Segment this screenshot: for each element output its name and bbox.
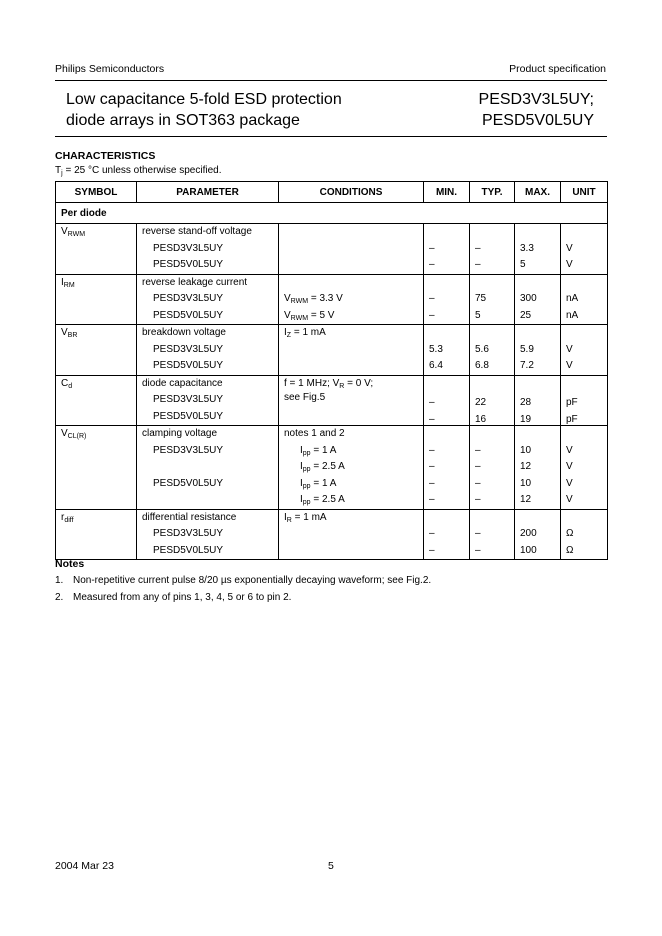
condition: $I_R = 1$ mA [284,511,327,524]
value-min: 5.3 [429,343,443,355]
param-part: PESD5V0L5UY [153,360,224,371]
value-min: – [429,494,435,505]
value-unit: V [566,444,573,456]
param-part: PESD3V3L5UY [153,528,224,539]
col-parameter: PARAMETER [137,182,279,203]
value-max: 25 [520,309,532,321]
symbol-rdiff: $r_{diff}$ [61,511,74,524]
param-part: PESD5V0L5UY [153,477,224,489]
subheading-row [56,203,608,224]
header-rule [55,80,607,81]
value-typ: 16 [475,413,487,425]
table-row [56,274,608,325]
symbol-irm: $I_{RM}$ [61,276,75,289]
col-symbol: SYMBOL [56,182,137,203]
param-label: differential resistance [142,511,237,523]
value-max: 12 [520,494,532,505]
value-unit: nA [566,293,579,304]
value-max: 28 [520,397,532,408]
condition: f = 1 MHz; $V_R = 0$ V; [284,377,374,390]
param-part: PESD5V0L5UY [153,309,224,321]
value-min: – [429,528,435,539]
condition: $I_{pp} = 1$ A [300,477,337,490]
value-typ: – [475,544,481,556]
value-unit: V [566,477,573,489]
value-typ: 5 [475,309,481,321]
part-line-2: PESD5V0L5UY [481,112,594,129]
value-max: 10 [520,444,532,456]
value-typ: – [475,477,481,489]
value-unit: V [566,360,573,371]
param-label: breakdown voltage [142,327,226,338]
test-conditions: $T_j = 25$ °C unless otherwise specified. [55,165,222,177]
note-item: 1. Non-repetitive current pulse 8/20 µs exponentially decaying waveform; see Fig.2. [55,575,432,586]
table-row [56,325,608,376]
value-unit: V [566,242,573,254]
header-company: Philips Semiconductors [55,63,165,75]
notes-title: Notes [55,558,85,570]
symbol-vrwm: $V_{RWM}$ [61,226,86,238]
value-unit: pF [566,413,578,425]
value-unit: Ω [566,528,574,539]
value-unit: V [566,343,573,355]
value-unit: V [566,461,573,472]
col-min: MIN. [424,182,470,203]
section-title: CHARACTERISTICS [55,150,156,162]
subheading-per-diode: Per diode [56,203,608,224]
header-doc-type: Product specification [509,63,606,75]
col-max: MAX. [515,182,561,203]
table-header-row [56,182,608,203]
value-min: – [429,293,435,304]
footer-date: 2004 Mar 23 [55,860,114,872]
symbol-vclr: $V_{CL(R)}$ [61,428,87,440]
value-min: – [429,242,435,254]
param-part: PESD5V0L5UY [153,544,224,556]
value-min: – [429,397,435,408]
title-line-1: Low capacitance 5-fold ESD protection [66,91,342,108]
value-max: 12 [520,461,532,472]
value-max: 100 [520,544,537,556]
value-typ: – [475,242,481,254]
symbol-cd: $C_d$ [61,377,73,390]
value-min: 6.4 [429,360,443,371]
param-part: PESD3V3L5UY [153,293,224,304]
condition: $I_{pp} = 1$ A [300,444,337,457]
condition: $V_{RWM} = 5$ V [284,309,335,322]
col-conditions: CONDITIONS [279,182,424,203]
value-max: 10 [520,477,532,489]
param-label: diode capacitance [142,377,223,389]
value-typ: 75 [475,293,487,304]
param-label: reverse stand-off voltage [142,226,252,237]
value-min: – [429,477,435,489]
title-line-2: diode arrays in SOT363 package [66,112,300,129]
table-row [56,426,608,510]
value-unit: pF [566,397,578,408]
param-part: PESD3V3L5UY [153,242,224,254]
title-rule [55,136,607,137]
value-unit: nA [566,309,579,321]
value-min: – [429,444,435,456]
value-min: – [429,413,435,425]
value-min: – [429,259,435,270]
param-part: PESD5V0L5UY [153,259,224,270]
table-row [56,509,608,560]
note-item: 2. Measured from any of pins 1, 3, 4, 5 or 6 to pin 2. [55,592,292,603]
table-row [56,224,608,275]
condition: $V_{RWM} = 3.3$ V [284,293,343,305]
value-typ: – [475,528,481,539]
condition: $I_{pp} = 2.5$ A [300,461,345,473]
value-typ: 6.8 [475,360,489,371]
condition: $I_Z = 1$ mA [284,327,326,339]
col-unit: UNIT [561,182,608,203]
value-typ: – [475,444,481,456]
param-label: reverse leakage current [142,276,248,288]
document-title [66,89,342,131]
value-max: 200 [520,528,537,539]
characteristics-table [55,181,608,560]
value-min: – [429,309,435,321]
param-part: PESD3V3L5UY [153,394,224,405]
param-part: PESD3V3L5UY [153,343,224,355]
value-max: 5.9 [520,343,534,355]
value-typ: 5.6 [475,343,489,355]
value-typ: – [475,461,481,472]
value-max: 3.3 [520,242,534,254]
table-row [56,375,608,426]
part-numbers [479,89,594,131]
value-max: 7.2 [520,360,534,371]
symbol-vbr: $V_{BR}$ [61,327,78,339]
value-unit: V [566,259,573,270]
value-typ: 22 [475,397,487,408]
value-typ: – [475,259,481,270]
part-line-1: PESD3V3L5UY; [478,91,594,108]
value-min: – [429,544,435,556]
col-typ: TYP. [470,182,515,203]
param-part: PESD5V0L5UY [153,410,224,422]
page-number: 5 [328,860,334,872]
condition: notes 1 and 2 [284,428,345,439]
value-max: 300 [520,293,537,304]
value-max: 5 [520,259,526,270]
param-part: PESD3V3L5UY [153,444,224,456]
condition: $I_{pp} = 2.5$ A [300,494,345,506]
value-unit: V [566,494,573,505]
value-unit: Ω [566,544,574,556]
condition: see Fig.5 [284,392,326,403]
value-min: – [429,461,435,472]
param-label: clamping voltage [142,428,218,439]
value-typ: – [475,494,481,505]
value-max: 19 [520,413,532,425]
